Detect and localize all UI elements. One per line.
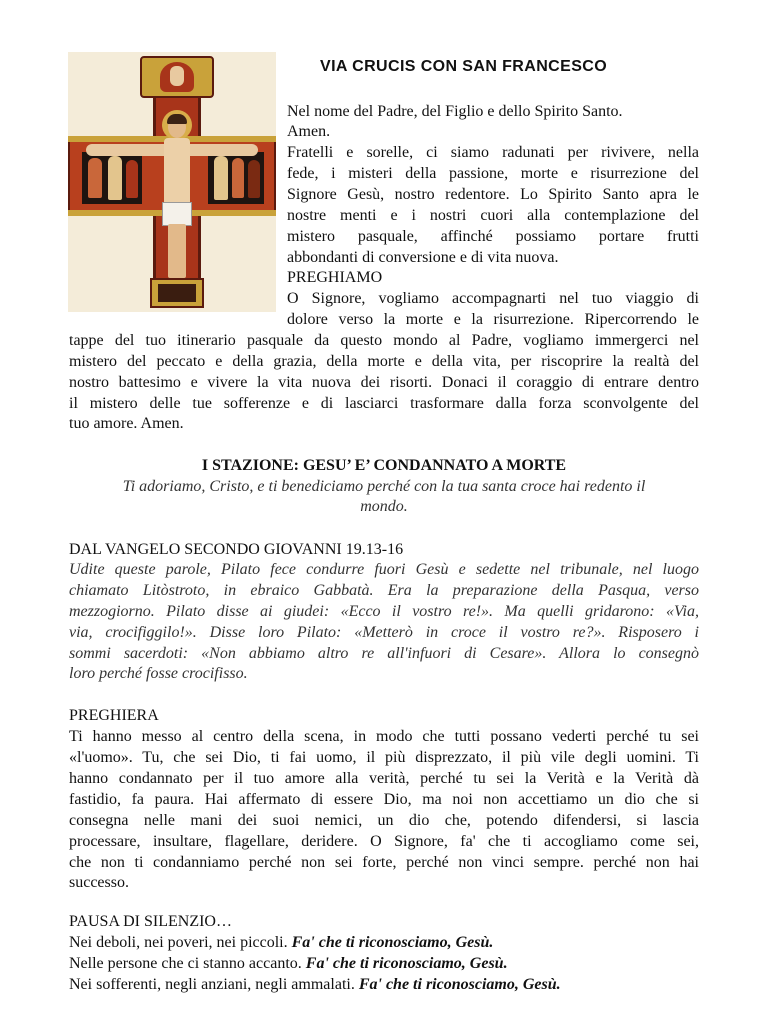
station-heading: I STAZIONE: GESU’ E’ CONDANNATO A MORTE bbox=[201, 457, 567, 474]
intro-line: Amen. bbox=[287, 123, 331, 140]
gospel-heading: DAL VANGELO SECONDO GIOVANNI 19.13-16 bbox=[69, 541, 404, 558]
prayer-heading: PREGHIERA bbox=[69, 707, 159, 724]
invocation-line bbox=[69, 975, 561, 995]
gospel-line: sommi sacerdoti: «Non abbiamo altro re all'infuori di Cesare». Allora lo consegnò bbox=[69, 645, 699, 662]
intro-line: Fratelli e sorelle, ci siamo radunati per rivivere, nella bbox=[287, 144, 699, 161]
san-damiano-crucifix-image bbox=[68, 52, 276, 312]
intro-line: tuo amore. Amen. bbox=[69, 415, 184, 432]
intro-line: O Signore, vogliamo accompagnarti nel tuo viaggio di bbox=[287, 290, 699, 307]
intro-line: tappe del tuo itinerario pasquale da questo mondo al Padre, vogliamo immergerci nel bbox=[69, 332, 699, 349]
gospel-line: mezzogiorno. Pilato disse ai giudei: «Ecco il vostro re!». Ma quelli gridarono: «Via, bbox=[69, 603, 699, 620]
prayer-line: «l'uomo». Tu, che sei Dio, ti fai uomo, il più disprezzato, il più vile degli uomini. Ti bbox=[69, 749, 699, 766]
intro-line: nostre menti e i nostri cuori alla contemplazione del bbox=[287, 207, 699, 224]
intro-line: fede, i misteri della passione, morte e risurrezione del bbox=[287, 165, 699, 182]
invocation-response: Fa' che ti riconosciamo, Gesù. bbox=[358, 976, 561, 993]
prayer-line: consegna nelle mani dei suoi nemici, un dio che, potendo difendersi, si lascia bbox=[69, 812, 699, 829]
gospel-line: Udite queste parole, Pilato fece condurre fuori Gesù e sedette nel tribunale, nel luogo bbox=[69, 561, 699, 578]
prayer-line: Ti hanno messo al centro della scena, in modo che tutti possano vederti perché tu sei bbox=[69, 728, 699, 745]
intro-line: mistero del peccato e della grazia, della morte e della vita, per riscoprire la realtà del bbox=[69, 353, 699, 370]
prayer-line: fastidio, fa paura. Hai affermato di essere Dio, ma noi non accettiamo un dio che si bbox=[69, 791, 699, 808]
invocation-response: Fa' che ti riconosciamo, Gesù. bbox=[305, 955, 508, 972]
prayer-line: hanno condannato per il tuo amore alla verità, perché tu sei la Verità e la Verità dà bbox=[69, 770, 699, 787]
intro-line: nostro battesimo e vivere la vita nuova dei risorti. Donaci il coraggio di entrare dentro bbox=[69, 374, 699, 391]
invocation-text: Nelle persone che ci stanno accanto. bbox=[69, 955, 306, 972]
acclamation-line: Ti adoriamo, Cristo, e ti benediciamo perché con la tua santa croce hai redento il bbox=[122, 478, 646, 495]
prayer-line: che non ti condanniamo perché non sei forte, perché non vinci sempre. perché non hai bbox=[69, 854, 699, 871]
preghiamo-label: PREGHIAMO bbox=[287, 269, 383, 286]
prayer-line: successo. bbox=[69, 874, 129, 891]
gospel-line: via, crocifiggilo!». Disse loro Pilato: «Metterò in croce il vostro re?». Risposero i bbox=[69, 624, 699, 641]
invocation-line bbox=[69, 933, 493, 953]
intro-line: dolore verso la morte e la risurrezione. Ripercorrendo le bbox=[287, 311, 699, 328]
intro-line: mistero pasquale, affinché possiamo portare frutti bbox=[287, 228, 699, 245]
invocation-response: Fa' che ti riconosciamo, Gesù. bbox=[291, 934, 494, 951]
silence-heading: PAUSA DI SILENZIO… bbox=[69, 913, 232, 930]
gospel-line: loro perché fosse crocifisso. bbox=[69, 665, 248, 682]
acclamation-line: mondo. bbox=[360, 498, 408, 515]
invocation-line bbox=[69, 954, 508, 974]
invocation-text: Nei deboli, nei poveri, nei piccoli. bbox=[69, 934, 292, 951]
document-title: VIA CRUCIS CON SAN FRANCESCO bbox=[320, 58, 608, 75]
intro-line: il mistero delle tue sofferenze e di lasciarci trasformare dalla forza sconvolgente del bbox=[69, 395, 699, 412]
prayer-line: processare, insultare, flagellare, deridere. O Signore, fa' che ti accogliamo come sei, bbox=[69, 833, 699, 850]
gospel-line: chiamato Litòstroto, in ebraico Gabbatà. Era la preparazione della Pasqua, verso bbox=[69, 582, 699, 599]
invocation-text: Nei sofferenti, negli anziani, negli ammalati. bbox=[69, 976, 359, 993]
intro-line: Signore Gesù, nostro redentore. Lo Spirito Santo apra le bbox=[287, 186, 699, 203]
intro-line: Nel nome del Padre, del Figlio e dello Spirito Santo. bbox=[287, 103, 623, 120]
intro-line: abbondanti di conversione e di vita nuova. bbox=[287, 249, 559, 266]
